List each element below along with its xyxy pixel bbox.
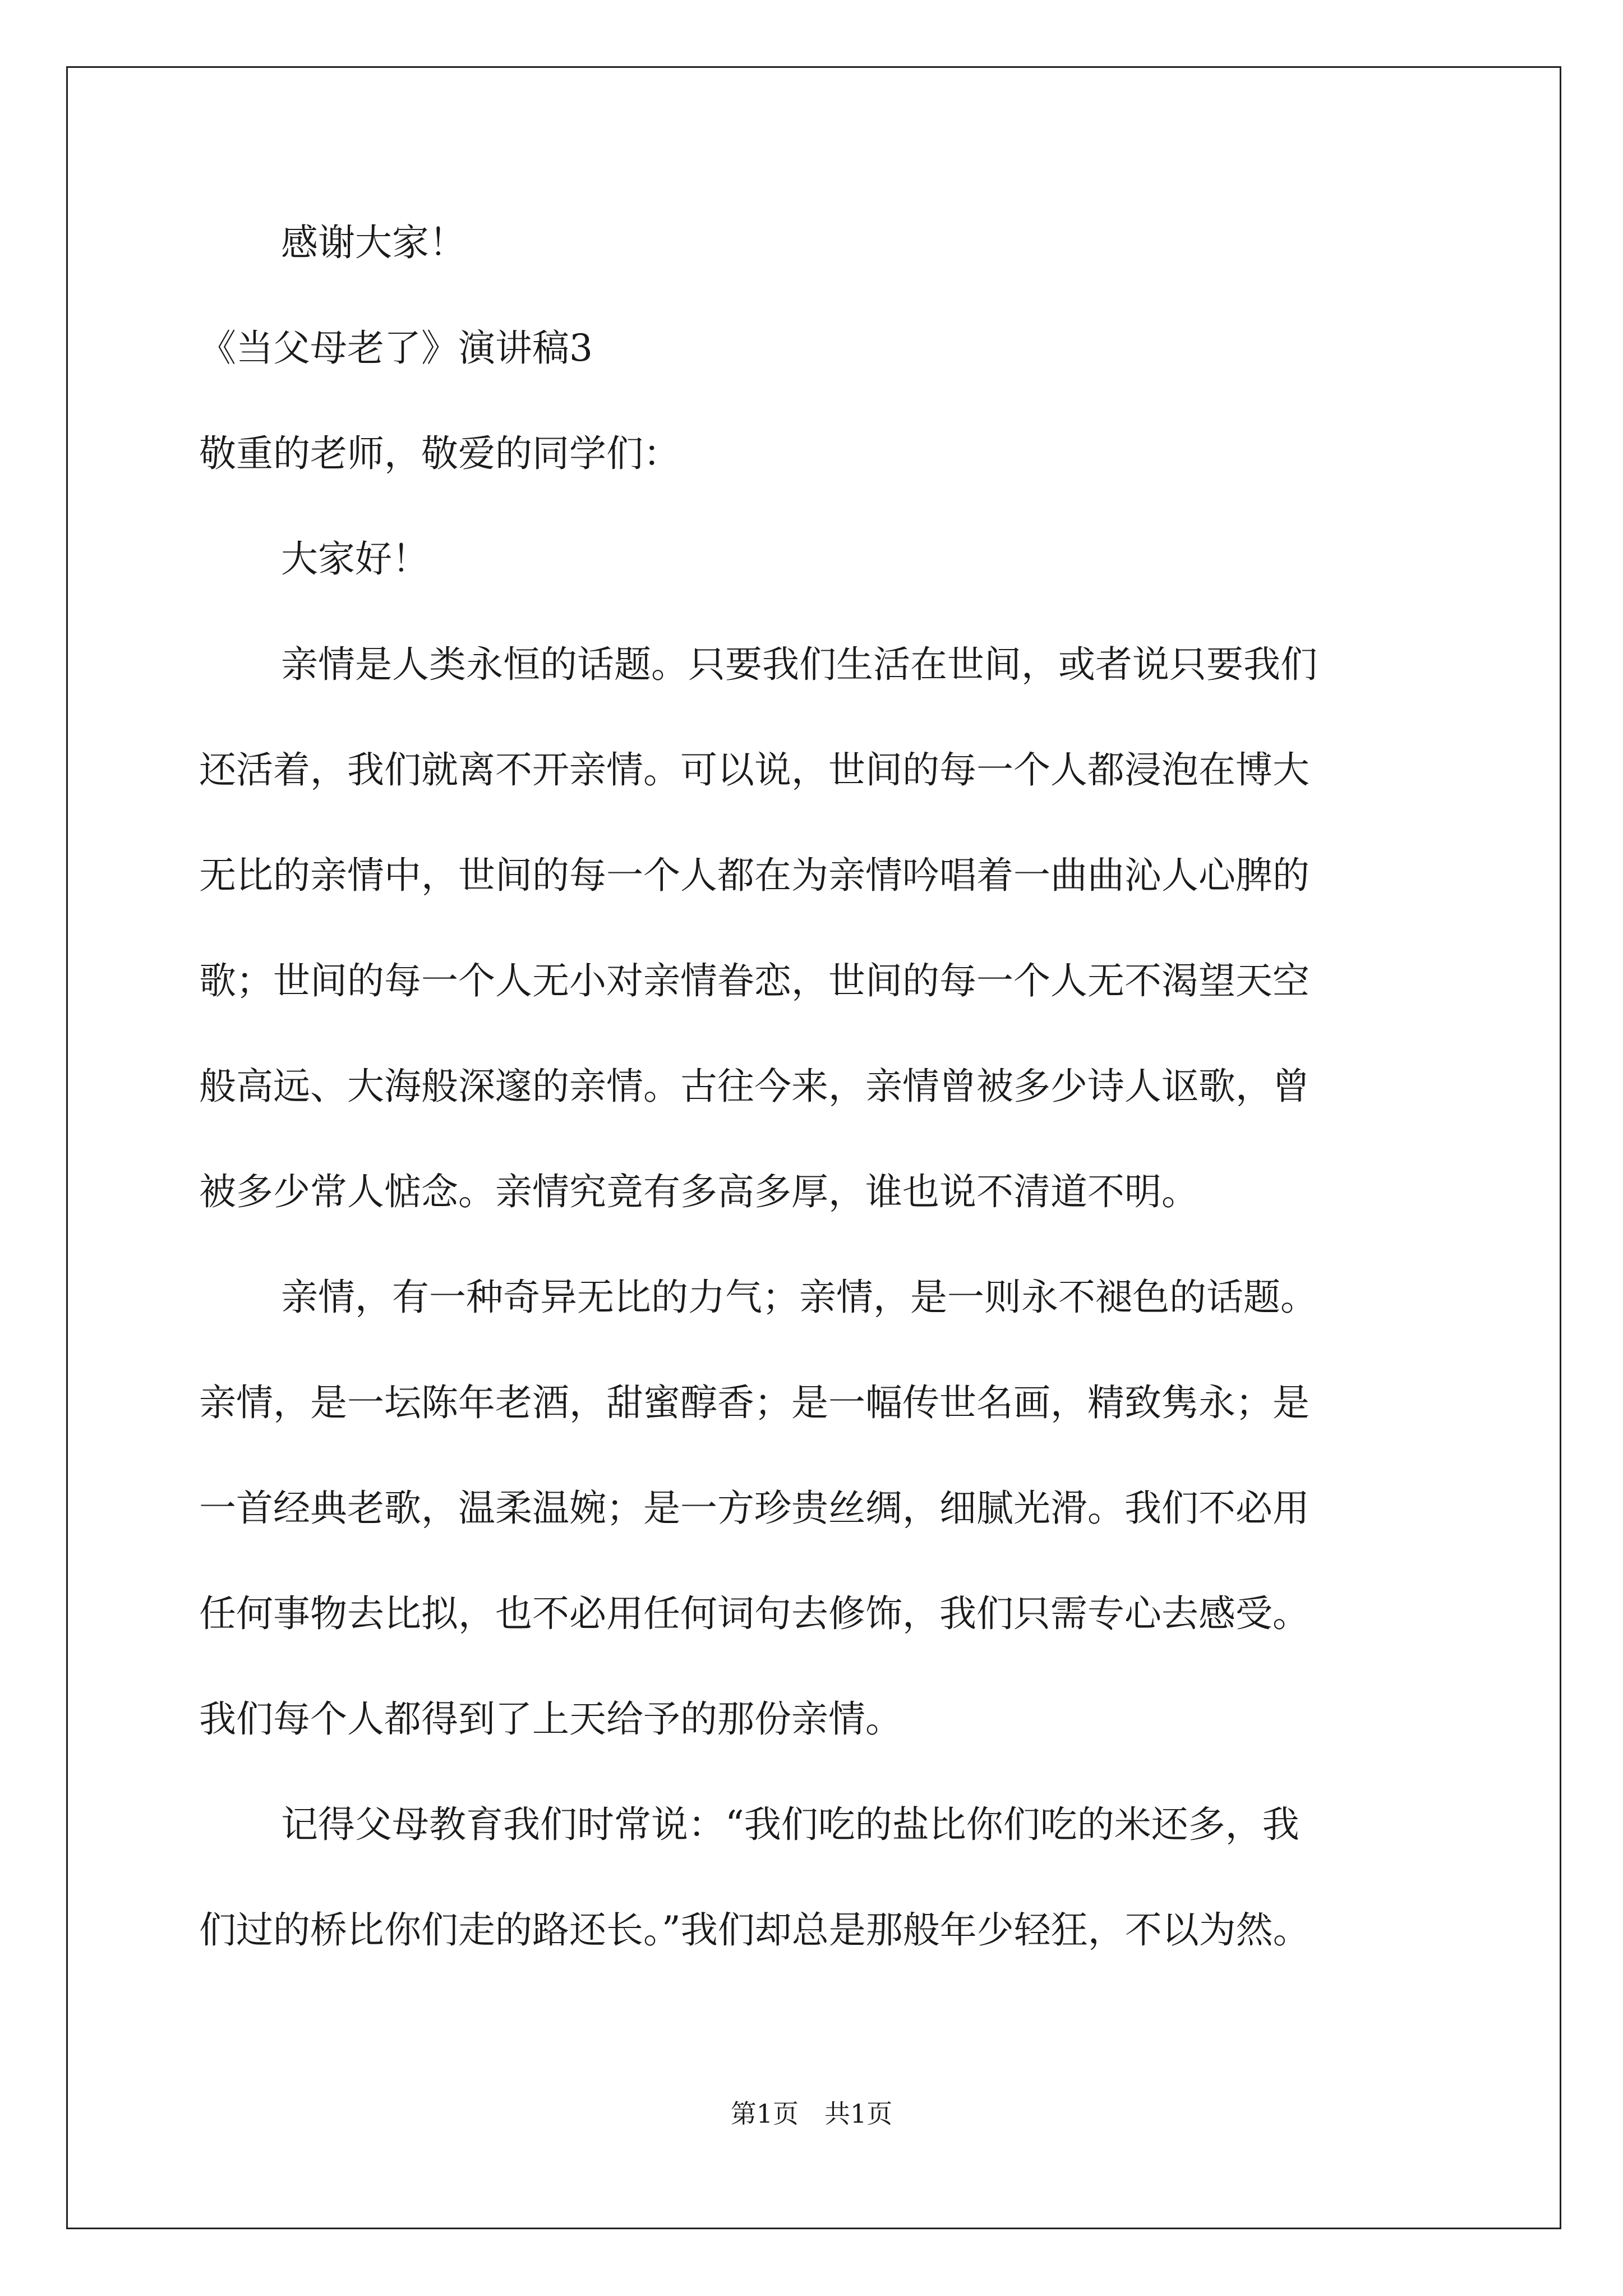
paragraph-1-line-4: 歌；世间的每一个人无小对亲情眷恋，世间的每一个人无不渴望天空: [199, 959, 1310, 1002]
paragraph-1-line-3: 无比的亲情中，世间的每一个人都在为亲情吟唱着一曲曲沁人心脾的: [199, 854, 1310, 897]
paragraph-3-line-1: 记得父母教育我们时常说：“我们吃的盐比你们吃的米还多，我: [281, 1803, 1299, 1846]
paragraph-2-line-2: 亲情，是一坛陈年老酒，甜蜜醇香；是一幅传世名画，精致隽永；是: [199, 1381, 1310, 1424]
paragraph-1-line-6: 被多少常人惦念。亲情究竟有多高多厚，谁也说不清道不明。: [199, 1170, 1198, 1213]
salutation: 敬重的老师，敬爱的同学们：: [199, 432, 680, 475]
speech-title: 《当父母老了》演讲稿3: [199, 326, 593, 370]
page-number-footer: 第1页 共1页: [730, 2099, 893, 2129]
paragraph-2-line-1: 亲情，有一种奇异无比的力气；亲情，是一则永不褪色的话题。: [281, 1276, 1317, 1319]
paragraph-2-line-5: 我们每个人都得到了上天给予的那份亲情。: [199, 1697, 902, 1741]
paragraph-1-line-2: 还活着，我们就离不开亲情。可以说，世间的每一个人都浸泡在博大: [199, 748, 1310, 792]
paragraph-3-line-2: 们过的桥比你们走的路还长。”我们却总是那般年少轻狂，不以为然。: [199, 1908, 1310, 1952]
paragraph-1-line-1: 亲情是人类永恒的话题。只要我们生活在世间，或者说只要我们: [281, 643, 1317, 686]
paragraph-2-line-4: 任何事物去比拟，也不必用任何词句去修饰，我们只需专心去感受。: [199, 1592, 1310, 1635]
document-body: [199, 221, 1455, 2017]
closing-line: 感谢大家！: [281, 221, 466, 264]
paragraph-2-line-3: 一首经典老歌，温柔温婉；是一方珍贵丝绸，细腻光滑。我们不必用: [199, 1487, 1310, 1530]
greeting: 大家好！: [281, 537, 429, 581]
paragraph-1-line-5: 般高远、大海般深邃的亲情。古往今来，亲情曾被多少诗人讴歌，曾: [199, 1065, 1310, 1108]
